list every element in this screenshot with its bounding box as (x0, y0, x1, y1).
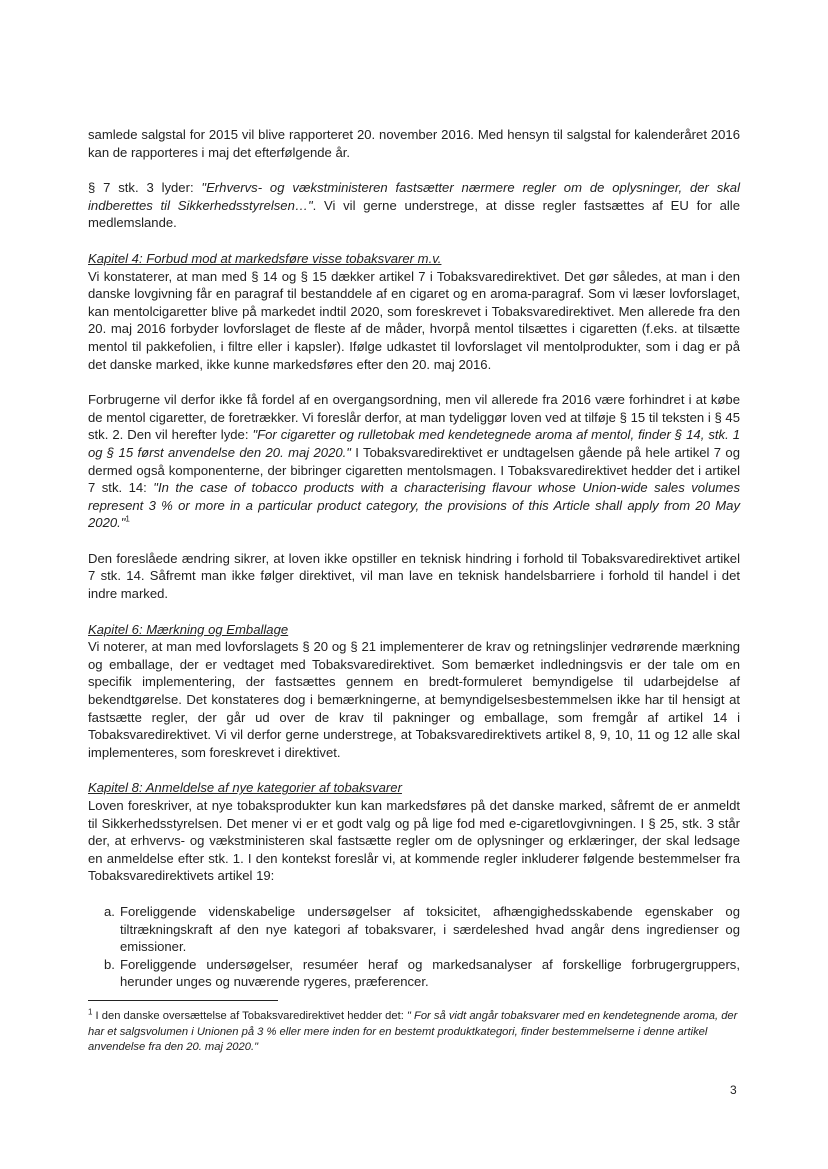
paragraph-kapitel-4-conclusion: Den foreslåede ændring sikrer, at loven ikke opstiller en teknisk hindring i forhold til Tobaksvaredirektivet artikel 7 stk. 14. Såfremt man ikke følger direktivet, vil man lave en teknisk handelsbarriere i forhold til handel i det indre marked. (88, 550, 740, 602)
heading-kapitel-6: Kapitel 6: Mærkning og Emballage (88, 621, 289, 637)
paragraph-kapitel-8: Loven foreskriver, at nye tobaksprodukter kun kan markedsføres på det danske marked, såfremt de er anmeldt til Sikkerhedsstyrelsen. Det mener vi er et godt valg og på lige fod med e-cigaretlovgivningen. I § 25, stk. 3 står der, at erhvervs- og vækstministeren skal fastsætte regler om de oplysninger og erklæringer, der skal ledsage en anmeldelse efter stk. 1. I den kontekst foreslår vi, at kommende regler inkluderer følgende bestemmelser fra Tobaksvaredirektivets artikel 19: (88, 798, 740, 884)
list-item-text: Foreliggende undersøgelser, resuméer heraf og markedsanalyser af forskellige forbrugergruppers, herunder unges og nuværende rygeres, præferencer. (120, 956, 740, 990)
footnote-quote: " For så vidt angår tobaksvarer med en kendetegnende aroma, der har et salgsvolumen i Unionen på 3 % eller mere inden for en bestemt produktkategori, finder bestemmelserne i denne artikel anvendelse fra den 20. maj 2020." (88, 1010, 738, 1054)
paragraph-kapitel-4-intro: Vi konstaterer, at man med § 14 og § 15 dækker artikel 7 i Tobaksvaredirektivet. Det gør således, at man i den danske lovgivning får en paragraf til bestanddele af en cigaret og en aroma-paragraf. Som vi læser lovforslaget, kan mentolcigaretter blive på markedet indtil 2020, som foreskrevet i Tobaksvaredirektivet. Men allerede fra den 20. maj 2016 forbyder lovforslaget de fleste af de måder, hvorpå mentol tilsættes i cigaretten (f.eks. at tilsætte mentol til pakkefolien, i filtre eller i kapsler). Ifølge udkastet til lovforslaget vil mentolprodukter, som i dag er på det danske marked, ikke kunne markedsføres efter den 20. maj 2016. (88, 268, 740, 372)
document-body (88, 126, 740, 991)
paragraph-kapitel-4-mentol (88, 391, 740, 532)
paragraph-salgstal: samlede salgstal for 2015 vil blive rapporteret 20. november 2016. Med hensyn til salgstal for kalenderåret 2016 kan de rapporteres i maj det efterfølgende år. (88, 127, 740, 160)
heading-kapitel-4: Kapitel 4: Forbud mod at markedsføre visse tobaksvarer m.v. (88, 250, 442, 266)
footnote (88, 1009, 740, 1056)
paragraph-paragraf-7 (88, 179, 740, 232)
list-marker: b. (104, 956, 115, 972)
list-marker: a. (104, 903, 115, 919)
list-item-text: Foreliggende videnskabelige undersøgelser af toksicitet, afhængighedsskabende egenskaber og tiltrækningskraft af den nye kategori af tobaksvarer, i særdeleshed hvad angår dens ingredienser og emissioner. (120, 903, 740, 955)
paragraph-7-rest: . Vi vil gerne understrege, at disse regler fastsættes af EU for alle medlemslande. (88, 197, 740, 231)
page-number: 3 (730, 1083, 737, 1097)
requirements-list (88, 903, 740, 991)
paragraph-7-quote: "Erhvervs- og vækstministeren fastsætter nærmere regler om de oplysninger, der skal indberettes til Sikkerhedsstyrelsen…" (88, 180, 740, 213)
list-item (88, 956, 740, 991)
heading-kapitel-8: Kapitel 8: Anmeldelse af nye kategorier af tobaksvarer (88, 780, 402, 796)
footnote-text: I den danske oversættelse af Tobaksvaredirektivet hedder det: (92, 1010, 407, 1022)
footnote-number: 1 (88, 1007, 93, 1017)
paragraph-kapitel-6: Vi noterer, at man med lovforslagets § 20 og § 21 implementerer de krav og retningslinjer vedrørende mærkning og emballage, der er vedtaget med Tobaksvaredirektivet. Som bemærket indledningsvis er der tale om en specifik implementering, der fastsættes gennem en bredt-formuleret bemyndigelse til udarbejdelse af bekendtgørelse. Det konstateres dog i bemærkningerne, at bemyndigelsesbestemmelsen ikke har til hensigt at fastsætte regler, der går ud over de krav til pakninger og emballage, som fremgår af artikel 14 i Tobaksvaredirektivet. Vi vil derfor gerne understrege, at Tobaksvaredirektivets artikel 8, 9, 10, 11 og 12 alle skal implementeres, som foreskrevet i direktivet. (88, 639, 740, 760)
footnote-ref: 1 (125, 514, 130, 524)
paragraph-7-intro: § 7 stk. 3 lyder: (88, 180, 202, 196)
mentol-text-a: Forbrugerne vil derfor ikke få fordel af en overgangsordning, men vil allerede fra 2016 være forhindret i at købe de mentol cigaretter, de foretrækker. Vi foreslår derfor, at man tydeliggør loven ved at tilføje § 15 til teksten i § 45 stk. 2. Den vil herefter lyde: (88, 392, 740, 443)
mentol-text-b: I Tobaksvaredirektivet er undtagelsen gående på hele artikel 7 og dermed også komponenterne, der bibringer cigaretten mentolsmagen. I Tobaksvaredirektivet hedder det i artikel 7 stk. 14: (88, 444, 740, 496)
list-item (88, 903, 740, 956)
footnote-divider (88, 1000, 278, 1001)
mentol-quote-danish: "For cigaretter og rulletobak med kendetegnede aroma af mentol, finder § 14, stk. 1 og § 15 først anvendelse den 20. maj 2020." (88, 427, 740, 460)
mentol-quote-english: "In the case of tobacco products with a characterising flavour whose Union-wide sales volumes represent 3 % or more in a particular product category, the provisions of this Article shall apply from 20 May 2020." (88, 480, 740, 531)
